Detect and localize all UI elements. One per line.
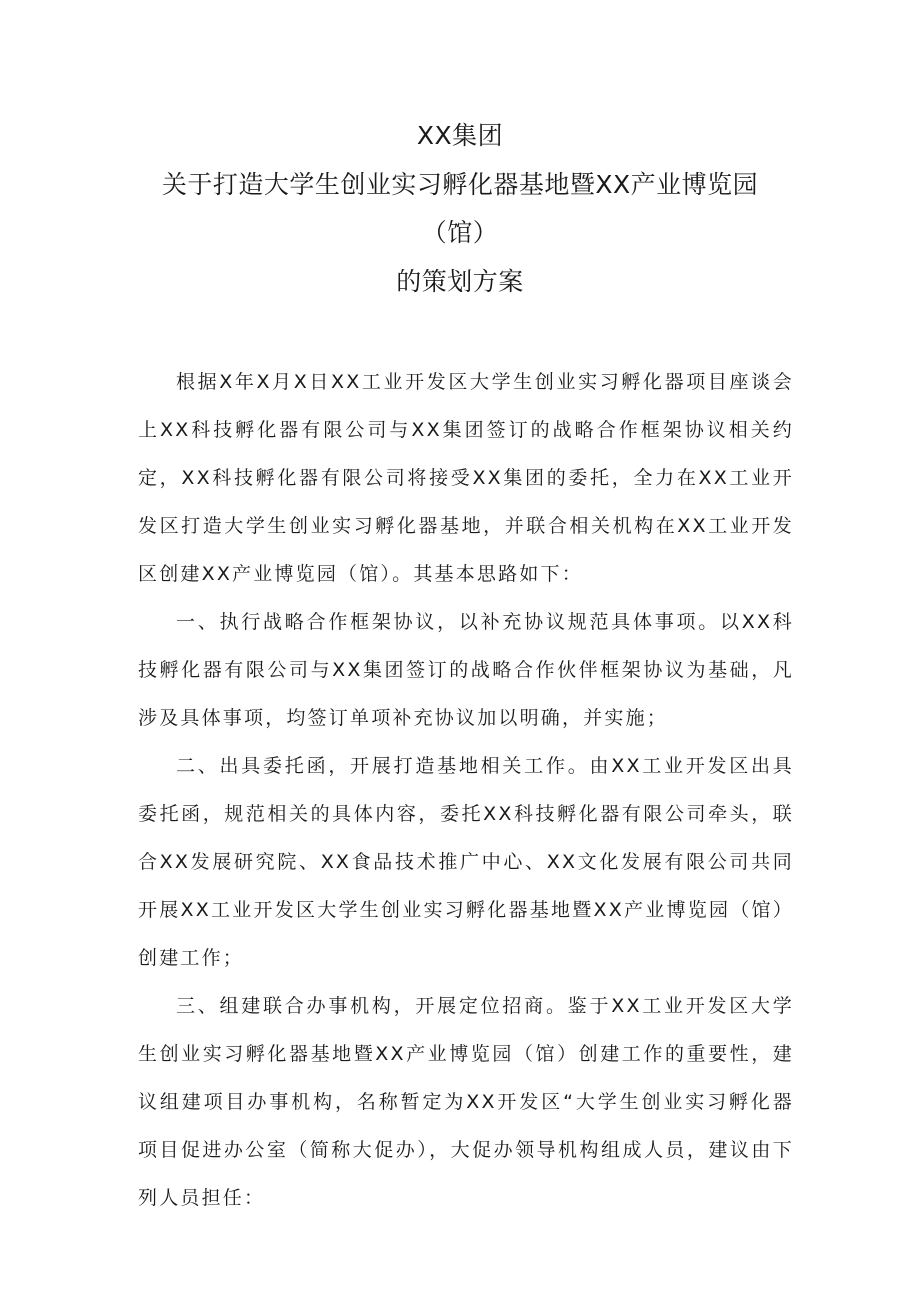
document-title [0, 112, 920, 306]
paragraph-item-2: 二、出具委托函，开展打造基地相关工作。由XX工业开发区出具委托函，规范相关的具体内容，委托XX科技孵化器有限公司牵头，联合XX发展研究院、XX食品技术推广中心、XX文化发展有限公司共同开展XX工业开发区大学生创业实习孵化器基地暨XX产业博览园（馆）创建工作； [138, 755, 794, 969]
paragraph-item-3: 三、组建联合办事机构，开展定位招商。鉴于XX工业开发区大学生创业实习孵化器基地暨XX产业博览园（馆）创建工作的重要性，建议组建项目办事机构，名称暂定为XX开发区“大学生创业实习孵化器项目促进办公室（简称大促办），大促办领导机构组成人员，建议由下列人员担任： [138, 995, 794, 1209]
title-line-venue: （馆） [421, 218, 499, 247]
title-line-subject: 关于打造大学生创业实习孵化器基地暨XX产业博览园 [161, 169, 759, 199]
title-line-plan: 的策划方案 [396, 266, 524, 296]
document-body [138, 358, 794, 1222]
title-line-org: XX集团 [416, 121, 504, 150]
paragraph-intro: 根据X年X月X日XX工业开发区大学生创业实习孵化器项目座谈会上XX科技孵化器有限公司与XX集团签订的战略合作框架协议相关约定，XX科技孵化器有限公司将接受XX集团的委托，全力在XX工业开发区打造大学生创业实习孵化器基地，并联合相关机构在XX工业开发区创建XX产业博览园（馆）。其基本思路如下： [138, 371, 794, 585]
paragraph-item-1: 一、执行战略合作框架协议，以补充协议规范具体事项。以XX科技孵化器有限公司与XX集团签订的战略合作伙伴框架协议为基础，凡涉及具体事项，均签订单项补充协议加以明确，并实施； [138, 611, 794, 729]
